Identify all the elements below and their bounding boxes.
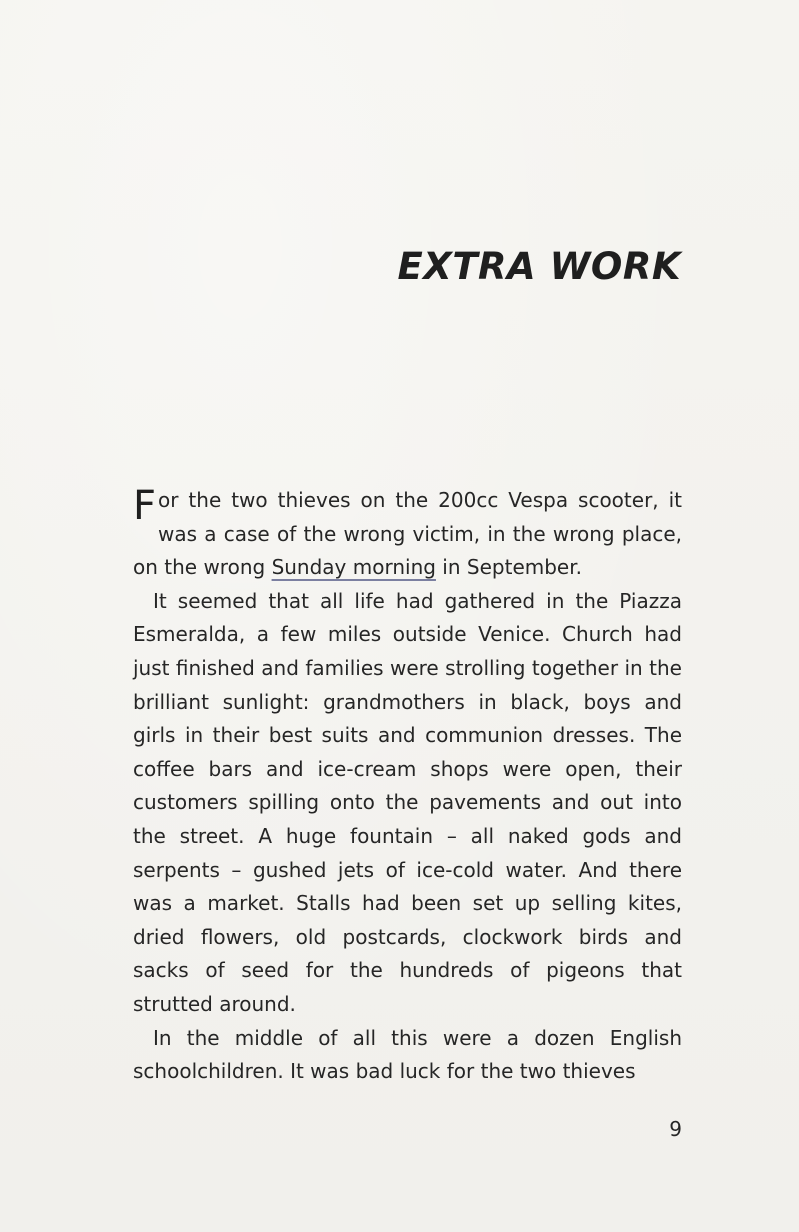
drop-cap: F	[133, 483, 157, 529]
paragraph-1-text-before: or the two thieves on the 200cc Vespa scooter, it was a case of the wrong victim, in the wrong place, on the wrong	[133, 488, 682, 580]
underlined-phrase: Sunday morning	[271, 555, 436, 580]
paragraph-1-text-after: in September.	[435, 555, 582, 580]
paragraph-3: In the middle of all this were a dozen English schoolchildren. It was bad luck for the two thieves	[133, 1025, 682, 1084]
paragraph-2: It seemed that all life had gathered in the Piazza Esmeralda, a few miles outside Venice. Church had just finished and families were strolling together in the brilliant sunlight: grandmothers in black, boys and girls in their best suits and communion dresses. The coffee bars and ice-cream shops were open, their customers spilling onto the pavements and out into the street. A huge fountain – all naked gods and serpents – gushed jets of ice-cold water. And there was a market. Stalls had been set up selling kites, dried flowers, old postcards, clockwork birds and sacks of seed for the hundreds of pigeons that strutted around.	[133, 588, 682, 1016]
paragraph-1	[133, 484, 682, 585]
chapter-title: EXTRA WORK	[397, 245, 681, 288]
body-text	[133, 484, 682, 1089]
page-number: 9	[669, 1117, 682, 1141]
